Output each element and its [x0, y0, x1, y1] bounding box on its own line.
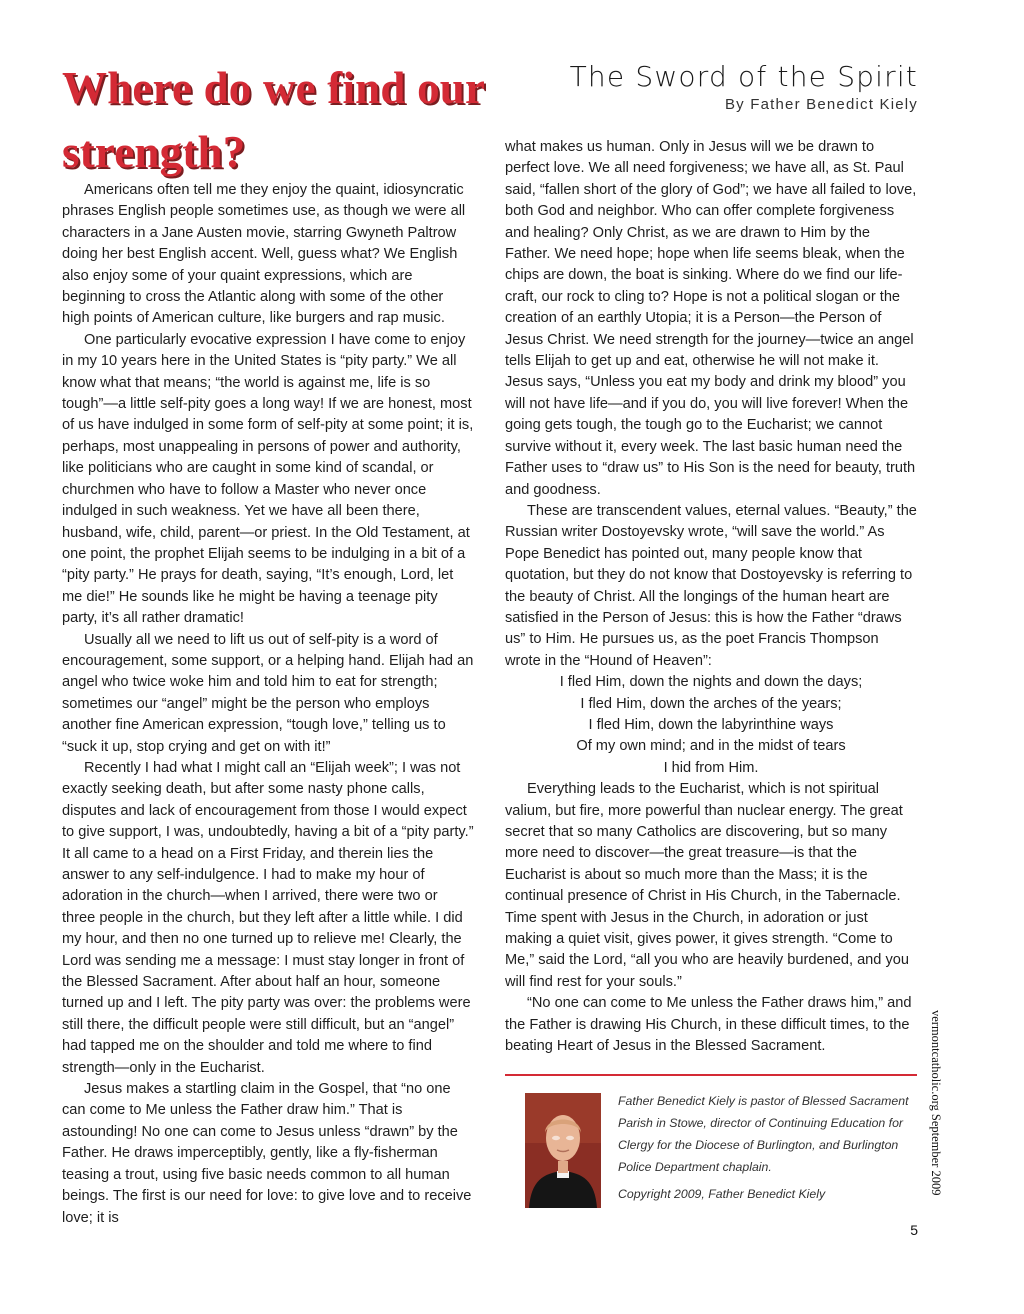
author-photo	[525, 1093, 601, 1208]
byline: By Father Benedict Kiely	[724, 96, 918, 113]
author-bio	[618, 1090, 913, 1178]
paragraph: what makes us human. Only in Jesus will we be drawn to perfect love. We all need forgiveness; we have all, as St. Paul said, “fallen short of the glory of God”; we have all failed to love, both God and neighbor. Who can offer complete forgiveness and healing? Only Christ, as we are drawn to Him by the Father. We need hope; hope when life seems bleak, when the chips are down, the boat is sinking. Where do we find our life-craft, our rock to cling to? Hope is not a political slogan or the creation of an earthly Utopia; it is a Person—the Person of Jesus Christ. We need strength for the journey—twice an angel tells Elijah to get up and eat, otherwise he will not make it. Jesus says, “Unless you eat my body and drink my blood” you will not have life—and if you do, you will live forever! When the going gets tough, the tough go to the Eucharist; we cannot survive without it, every week. The last basic human need the Father uses to “draw us” to His Son is the need for beauty, truth and goodness.	[505, 139, 917, 498]
article-column-left	[62, 180, 474, 1229]
paragraph: These are transcendent values, eternal values. “Beauty,” the Russian writer Dostoyevsky wrote, “will save the world.” As Pope Benedict has pointed out, many people know that quotation, but they do not know that Dostoyevsky is referring to the beauty of Christ. All the longings of the human heart are satisfied in the Person of Jesus: this is how the Father “draws us” to Him. He pursues us, as the poet Francis Thompson wrote in the “Hound of Heaven”:	[505, 502, 917, 669]
article-column-right	[505, 137, 917, 1057]
paragraph: “No one can come to Me unless the Father draws him,” and the Father is drawing His Church, in these difficult times, to the beating Heart of Jesus in the Blessed Sacrament.	[505, 995, 912, 1055]
paragraph: Americans often tell me they enjoy the quaint, idiosyncratic phrases English people sometimes use, as though we were all characters in a Jane Austen movie, starring Gwyneth Paltrow doing her best English accent. Well, guess what? We English also enjoy some of your quaint expressions, which are beginning to cross the Atlantic along with some of the other high points of American culture, like burgers and rap music.	[62, 182, 466, 327]
paragraph: Jesus makes a startling claim in the Gospel, that “no one can come to Me unless the Father draw him.” That is astounding! No one can come to Jesus unless “drawn” by the Father. He draws imperceptibly, gently, like a fly-fisherman teasing a trout, using five basic needs common to all human beings. The first is our need for love: to give love and to receive love; it is	[62, 1081, 472, 1226]
paragraph: One particularly evocative expression I have come to enjoy in my 10 years here in the United States is “pity party.” We all know what that means; “the world is against me, life is so tough”—a little self-pity goes a long way! If we are honest, most of us have indulged in some form of self-pity at some point; it is, perhaps, most unappealing in persons of power and authority, like politicians who are caught in some kind of scandal, or churchmen who have to follow a Master who never once indulged in such weakness. Yet we have all been there, husband, wife, child, parent—or priest. In the Old Testament, at one point, the prophet Elijah seems to be indulging in a bit of a “pity party.” He prays for death, saying, “It’s enough, Lord, let me die!” He sounds like he might be having a teenage pity party, it’s all rather dramatic!	[62, 331, 474, 627]
headline: Where do we find our strength?	[62, 63, 485, 177]
paragraph: Everything leads to the Eucharist, which is not spiritual valium, but fire, more powerful than nuclear energy. The great secret that so many Catholics are discovering, but so many more need to discover—the great treasure—is that the Eucharist is about so much more than the Mass; it is the continual presence of Christ in His Church, in the Tabernacle. Time spent with Jesus in the Church, in adoration or just making a quiet visit, gives power, it gives strength. “Come to Me,” said the Lord, “all you who are heavily burdened, and you will find rest for your souls.”	[505, 781, 910, 990]
poem-quote	[505, 672, 917, 779]
column-title: The Sword of the Spirit	[569, 60, 918, 93]
divider-rule	[505, 1074, 917, 1076]
poem-line: Of my own mind; and in the midst of tears	[576, 738, 846, 755]
poem-line: I hid from Him.	[663, 759, 759, 776]
paragraph: Recently I had what I might call an “Elijah week”; I was not exactly seeking death, but after some nasty phone calls, disputes and lack of encouragement from those I would expect to give support, I was, undoubtedly, having a bit of a “pity party.” It all came to a head on a First Friday, and therein lies the answer to any self-indulgence. I had to make my hour of adoration in the church—when I arrived, there were two or three people in the church, but they left after a little while. I did my hour, and then no one turned up to relieve me! Clearly, the Lord was sending me a message: I must stay longer in front of the Blessed Sacrament. After about half an hour, someone turned up and I left. The pity party was over: the problems were still there, the difficult people were still difficult, but an “angel” had tapped me on the shoulder and told me where to find strength—only in the Eucharist.	[62, 759, 474, 1076]
poem-line: I fled Him, down the nights and down the days;	[559, 674, 863, 691]
copyright-note: Copyright 2009, Father Benedict Kiely	[618, 1187, 826, 1201]
paragraph: Usually all we need to lift us out of self-pity is a word of encouragement, some support, or a helping hand. Elijah had an angel who twice woke him and told him to eat for strength; sometimes our “angel” might be the person who employs another fine American expression, “tough love,” telling us to “suck it up, stop crying and get on with it!”	[62, 631, 474, 755]
poem-line: I fled Him, down the labyrinthine ways	[588, 716, 834, 733]
site-date-sidebar: vermontcatholic.org September 2009	[929, 1010, 943, 1196]
page-number: 5	[910, 1222, 918, 1238]
bio-text: Father Benedict Kiely is pastor of Blessed Sacrament Parish in Stowe, director of Continuing Education for Clergy for the Diocese of Burlington, and Burlington Police Department chaplain.	[618, 1094, 909, 1174]
poem-line: I fled Him, down the arches of the years;	[580, 695, 842, 712]
